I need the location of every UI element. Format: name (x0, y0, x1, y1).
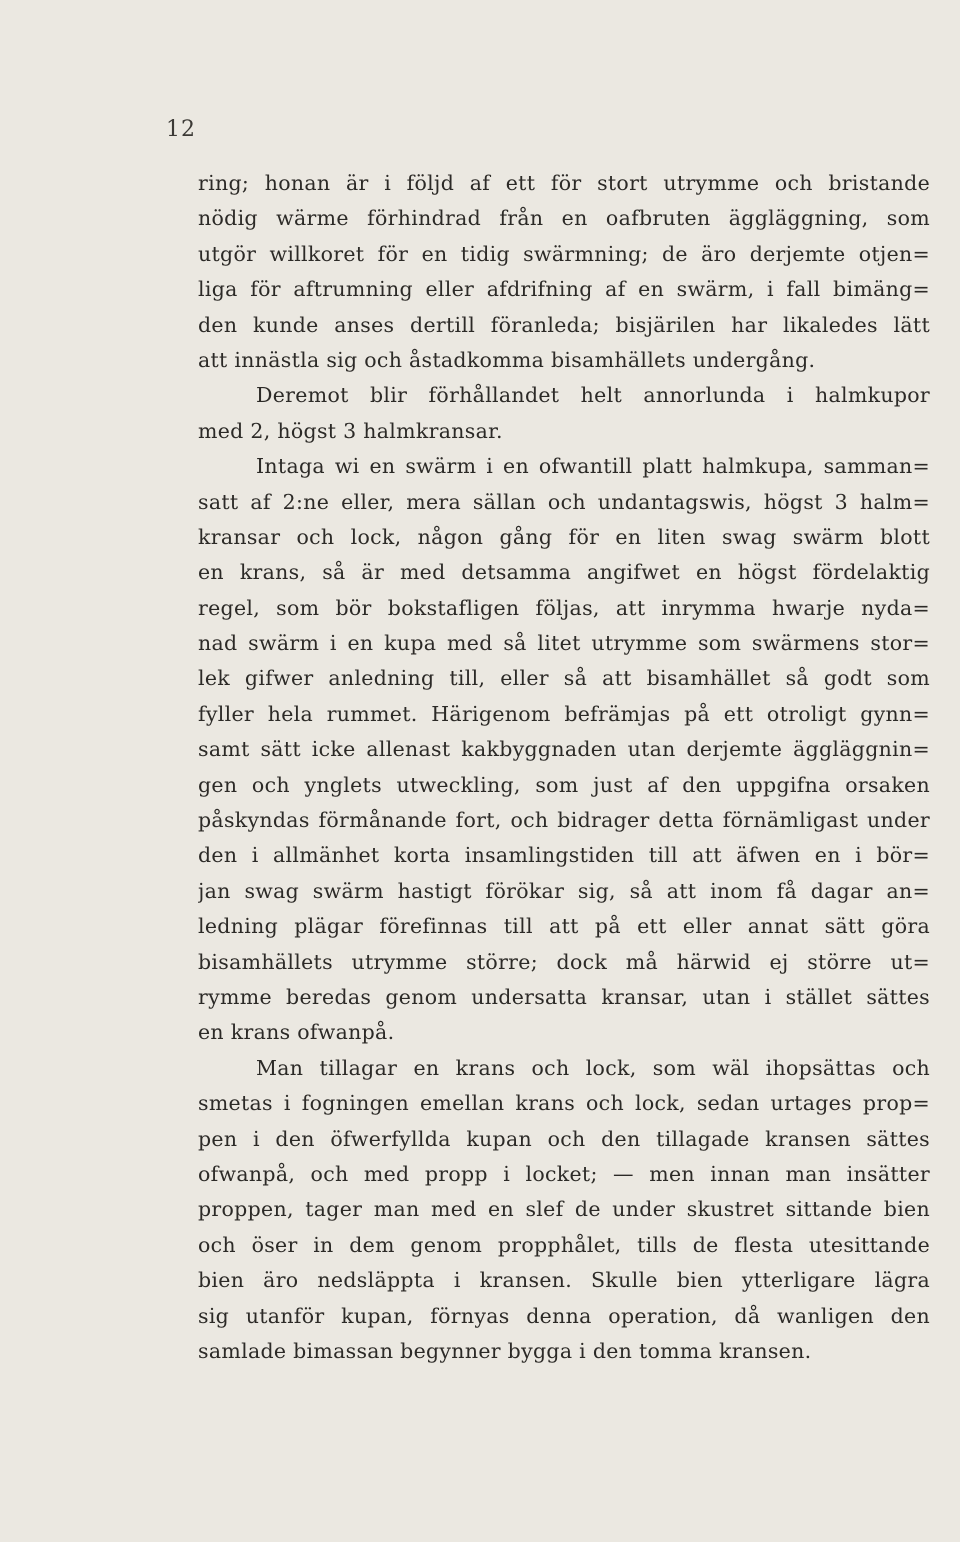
text-line: nad swärm i en kupa med så litet utrymme som swärmens stor= (198, 631, 930, 656)
text-line: att innästla sig och åstadkomma bisamhällets undergång. (198, 347, 816, 372)
text-line: fyller hela rummet. Härigenom befrämjas på ett otroligt gynn= (198, 701, 930, 726)
text-line: påskyndas förmånande fort, och bidrager detta förnämligast under (198, 808, 930, 833)
body-text (198, 166, 930, 1369)
text-line: samt sätt icke allenast kakbyggnaden utan derjemte äggläggnin= (198, 737, 930, 762)
text-line: med 2, högst 3 halmkransar. (198, 418, 503, 443)
text-line: den kunde anses dertill föranleda; bisjärilen har likaledes lätt (198, 312, 930, 337)
text-line: kransar och lock, någon gång för en liten swag swärm blott (198, 524, 930, 549)
paragraph-start-line: Deremot blir förhållandet helt annorlunda i halmkupor (256, 383, 930, 408)
text-line: smetas i fogningen emellan krans och lock, sedan urtages prop= (198, 1091, 930, 1116)
text-line: bisamhällets utrymme större; dock må härwid ej större ut= (198, 949, 930, 974)
text-line: ofwanpå, och med propp i locket; — men innan man insätter (198, 1161, 930, 1186)
text-line: regel, som bör bokstafligen följas, att inrymma hwarje nyda= (198, 595, 930, 620)
paragraph-start-line: Man tillagar en krans och lock, som wäl ihopsättas och (256, 1055, 930, 1080)
text-line: och öser in dem genom propphålet, tills de flesta utesittande (198, 1232, 930, 1257)
text-line: ring; honan är i följd af ett för stort utrymme och bristande (198, 171, 930, 195)
text-line: en krans, så är med detsamma angifwet en högst fördelaktig (198, 560, 930, 585)
text-line: proppen, tager man med en slef de under skustret sittande bien (198, 1197, 930, 1222)
text-line: gen och ynglets utweckling, som just af den uppgifna orsaken (198, 772, 930, 797)
text-line: jan swag swärm hastigt förökar sig, så att inom få dagar an= (198, 878, 930, 903)
text-line: utgör willkoret för en tidig swärmning; de äro derjemte otjen= (198, 241, 930, 266)
text-line: lek gifwer anledning till, eller så att bisamhället så godt som (198, 666, 930, 691)
text-line: pen i den öfwerfyllda kupan och den tillagade kransen sättes (198, 1126, 930, 1151)
text-line: sig utanför kupan, förnyas denna operation, då wanligen den (198, 1303, 930, 1328)
text-line: en krans ofwanpå. (198, 1020, 395, 1045)
text-line: nödig wärme förhindrad från en oafbruten äggläggning, som (198, 206, 930, 231)
text-line: liga för aftrumning eller afdrifning af en swärm, i fall bimäng= (198, 277, 930, 302)
text-line: den i allmänhet korta insamlingstiden till att äfwen en i bör= (198, 843, 930, 868)
paragraph-start-line: Intaga wi en swärm i en ofwantill platt halmkupa, samman= (256, 454, 930, 479)
text-line: ledning plägar förefinnas till att på ett eller annat sätt göra (198, 914, 930, 939)
text-line: bien äro nedsläppta i kransen. Skulle bien ytterligare lägra (198, 1268, 930, 1293)
page-number: 12 (166, 117, 196, 142)
text-line: satt af 2:ne eller, mera sällan och undantagswis, högst 3 halm= (198, 489, 930, 514)
text-line: samlade bimassan begynner bygga i den tomma kransen. (198, 1338, 812, 1363)
text-line: rymme beredas genom undersatta kransar, utan i stället sättes (198, 984, 930, 1009)
